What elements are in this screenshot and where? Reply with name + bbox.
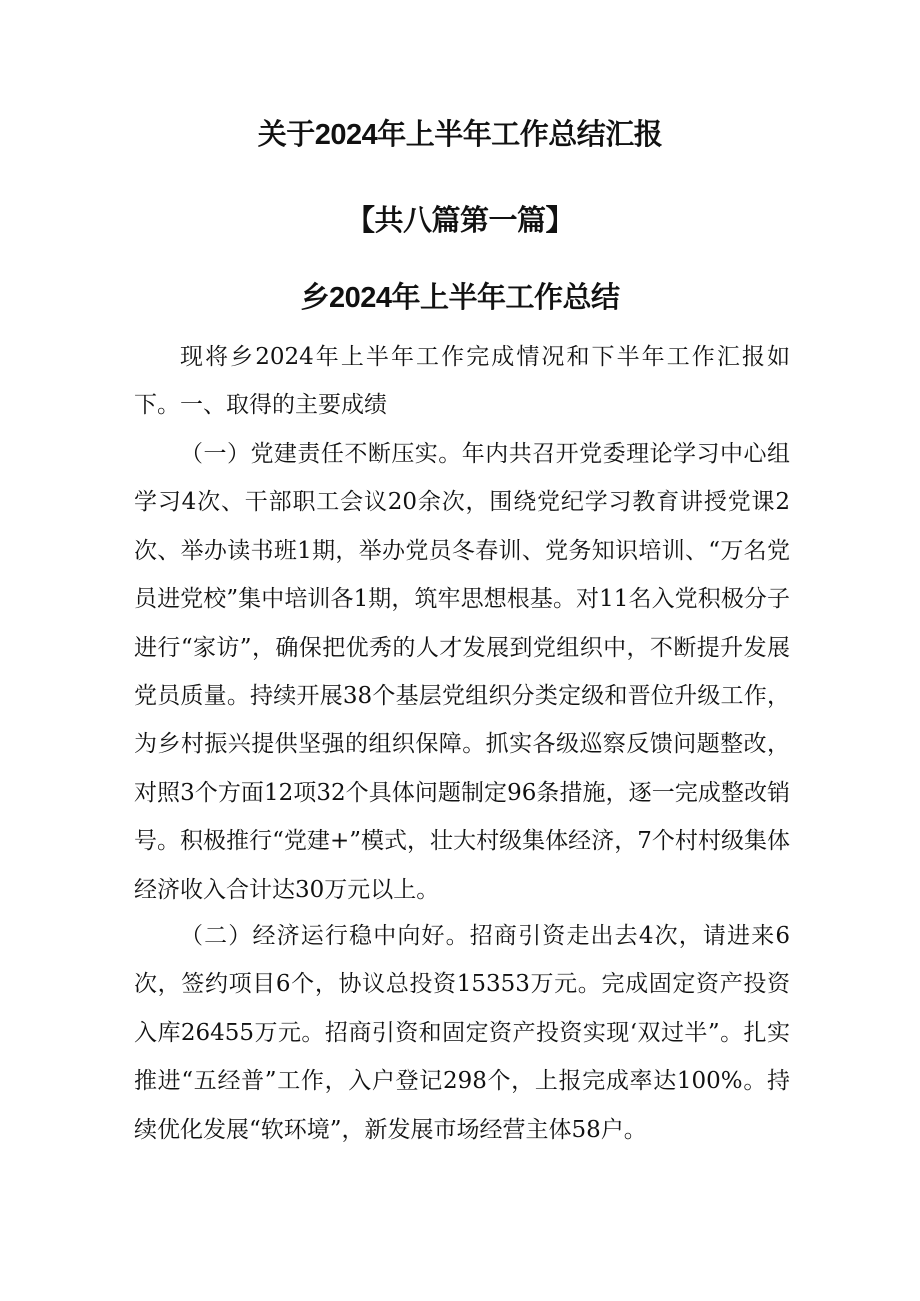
part-label: 【共八篇第一篇】 <box>345 205 574 237</box>
intro-paragraph: 现将乡2024年上半年工作完成情况和下半年工作汇报如下。 <box>134 344 790 419</box>
document-title: 关于2024年上半年工作总结汇报 <box>257 119 663 151</box>
section-heading: 一、取得的主要成绩 <box>180 392 387 418</box>
paragraph-economy: （二）经济运行稳中向好。招商引资走出去4次，请进来6次，签约项目6个，协议总投资15353万元。完成固定资产投资入库26455万元。招商引资和固定资产投资实现‘双过半”。扎实推进“五经普”工作，入户登记298个，上报完成率达100%。持续优化发展“软环境”，新发展市场经营主体58户。 <box>134 923 790 1143</box>
paragraph-party-building: （一）党建责任不断压实。年内共召开党委理论学习中心组学习4次、干部职工会议20余次，围绕党纪学习教育讲授党课2次、举办读书班1期，举办党员冬春训、党务知识培训、“万名党员进党校”集中培训各1期，筑牢思想根基。对11名入党积极分子进行“家访”，确保把优秀的人才发展到党组织中，不断提升发展党员质量。持续开展38个基层党组织分类定级和晋位升级工作，为乡村振兴提供坚强的组织保障。抓实各级巡察反馈问题整改，对照3个方面12项32个具体问题制定96条措施，逐一完成整改销号。积极推行“党建+”模式，壮大村级集体经济，7个村村级集体经济收入合计达30万元以上。 <box>134 441 790 903</box>
document-subtitle: 乡2024年上半年工作总结 <box>300 282 620 314</box>
